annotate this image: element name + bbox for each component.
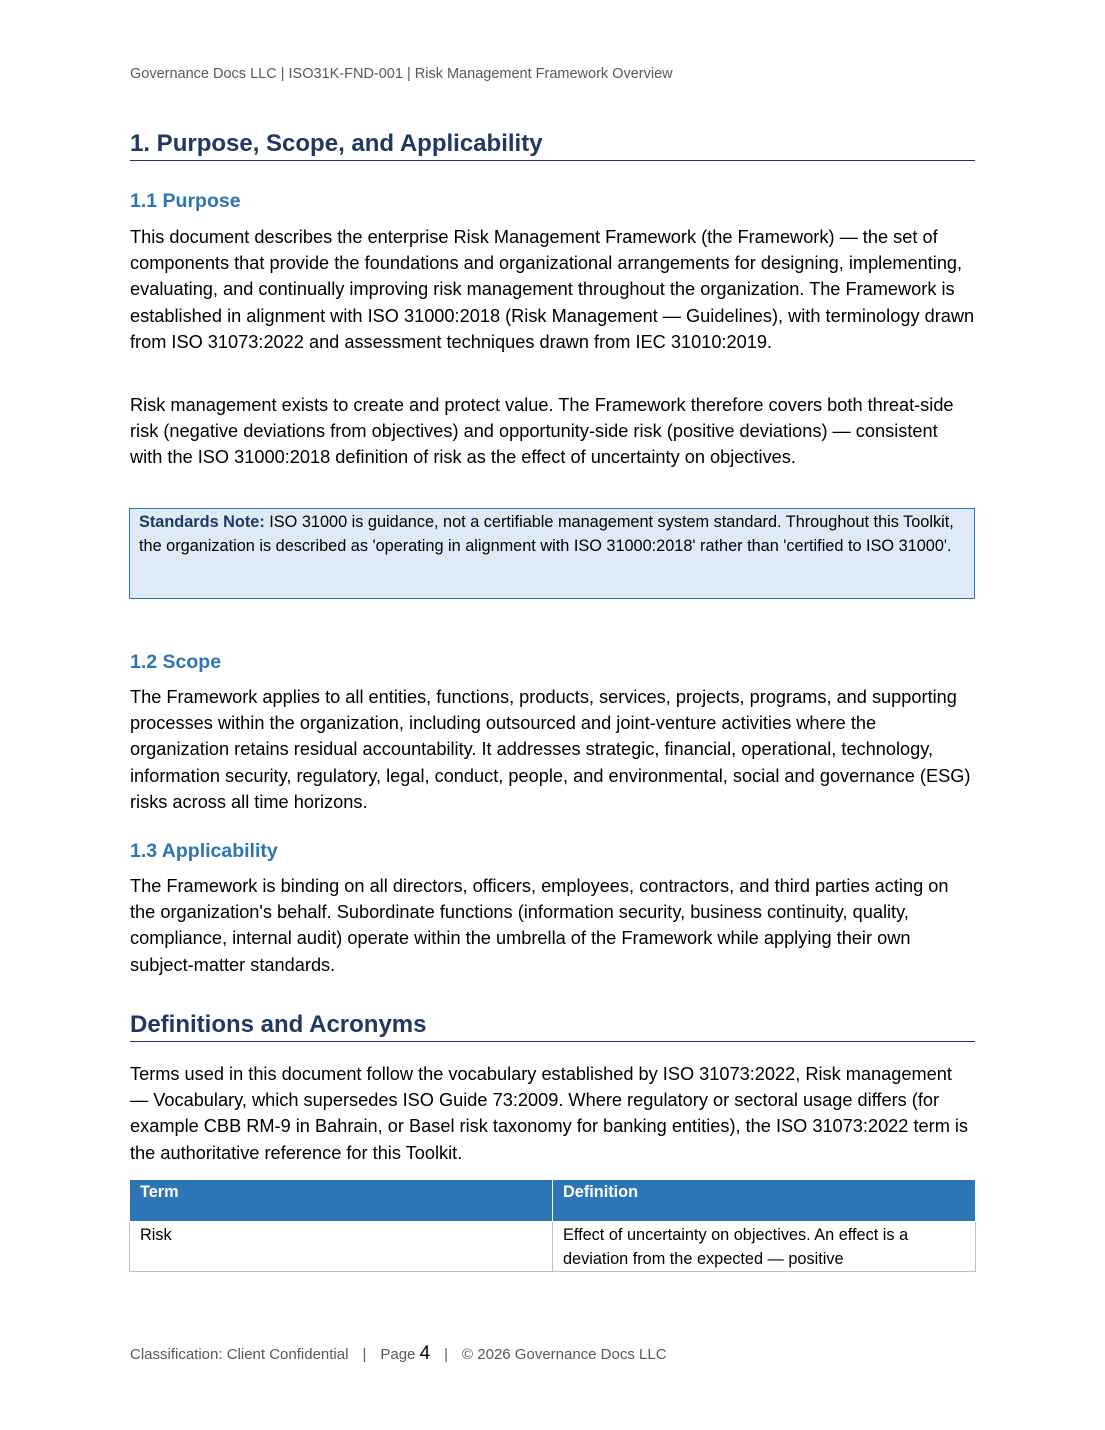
standards-note-box — [129, 508, 975, 599]
term-cell: Risk — [130, 1221, 553, 1272]
page-header: Governance Docs LLC | ISO31K-FND-001 | Risk Management Framework Overview — [130, 66, 673, 82]
copyright-text: © 2026 Governance Docs LLC — [462, 1346, 667, 1363]
standards-note-label: Standards Note: — [139, 513, 265, 531]
definitions-paragraph: Terms used in this document follow the vocabulary established by ISO 31073:2022, Risk management — Vocabulary, which supersedes ISO Guide 73:2009. Where regulatory or sectoral usage differs (for example CBB RM-9 in Bahrain, or Basel risk taxonomy for banking entities), the ISO 31073:2022 term is the authoritative reference for this Toolkit. — [130, 1064, 969, 1163]
purpose-paragraph-1: This document describes the enterprise Risk Management Framework (the Framework) — the set of components that provide the foundations and organizational arrangements for designing, implementing, evaluating, and continually improving risk management throughout the organization. The Framework is established in alignment with ISO 31000:2018 (Risk Management — Guidelines), with terminology drawn from ISO 31073:2022 and assessment techniques drawn from IEC 31010:2019. — [130, 227, 975, 352]
table-row — [130, 1221, 976, 1272]
page-number: 4 — [419, 1343, 431, 1364]
purpose-paragraph-2: Risk management exists to create and protect value. The Framework therefore covers both threat-side risk (negative deviations from objectives) and opportunity-side risk (positive deviations) — consistent with the ISO 31000:2018 definition of risk as the effect of uncertainty on objectives. — [130, 395, 954, 468]
applicability-paragraph: The Framework is binding on all directors, officers, employees, contractors, and third parties acting on the organization's behalf. Subordinate functions (information security, business continuity, quality, compliance, internal audit) operate within the umbrella of the Framework while applying their own subject-matter standards. — [130, 876, 949, 975]
definitions-heading: Definitions and Acronyms — [130, 1010, 975, 1042]
standards-note-text: ISO 31000 is guidance, not a certifiable management system standard. Throughout this Toolkit, the organization is described as 'operating in alignment with ISO 31000:2018' rather than 'certified to ISO 31000'. — [139, 513, 954, 555]
scope-paragraph: The Framework applies to all entities, functions, products, services, projects, programs, and supporting processes within the organization, including outsourced and joint-venture activities where the organization retains residual accountability. It addresses strategic, financial, operational, technology, information security, regulatory, legal, conduct, people, and environmental, social and governance (ESG) risks across all time horizons. — [130, 687, 971, 812]
page-footer — [130, 1343, 667, 1365]
definitions-table — [129, 1179, 976, 1272]
definition-cell: Effect of uncertainty on objectives. An effect is a deviation from the expected — positive — [553, 1221, 976, 1272]
section-1-heading: 1. Purpose, Scope, and Applicability — [130, 129, 975, 161]
column-header-term: Term — [130, 1180, 553, 1222]
scope-heading: 1.2 Scope — [130, 651, 222, 673]
page-label: Page — [380, 1346, 416, 1363]
column-header-definition: Definition — [553, 1180, 976, 1222]
applicability-heading: 1.3 Applicability — [130, 840, 278, 862]
purpose-heading: 1.1 Purpose — [130, 190, 241, 212]
classification-label: Classification: Client Confidential — [130, 1346, 349, 1363]
table-header-row — [130, 1180, 976, 1222]
footer-separator: | — [362, 1346, 367, 1363]
footer-separator: | — [444, 1346, 449, 1363]
